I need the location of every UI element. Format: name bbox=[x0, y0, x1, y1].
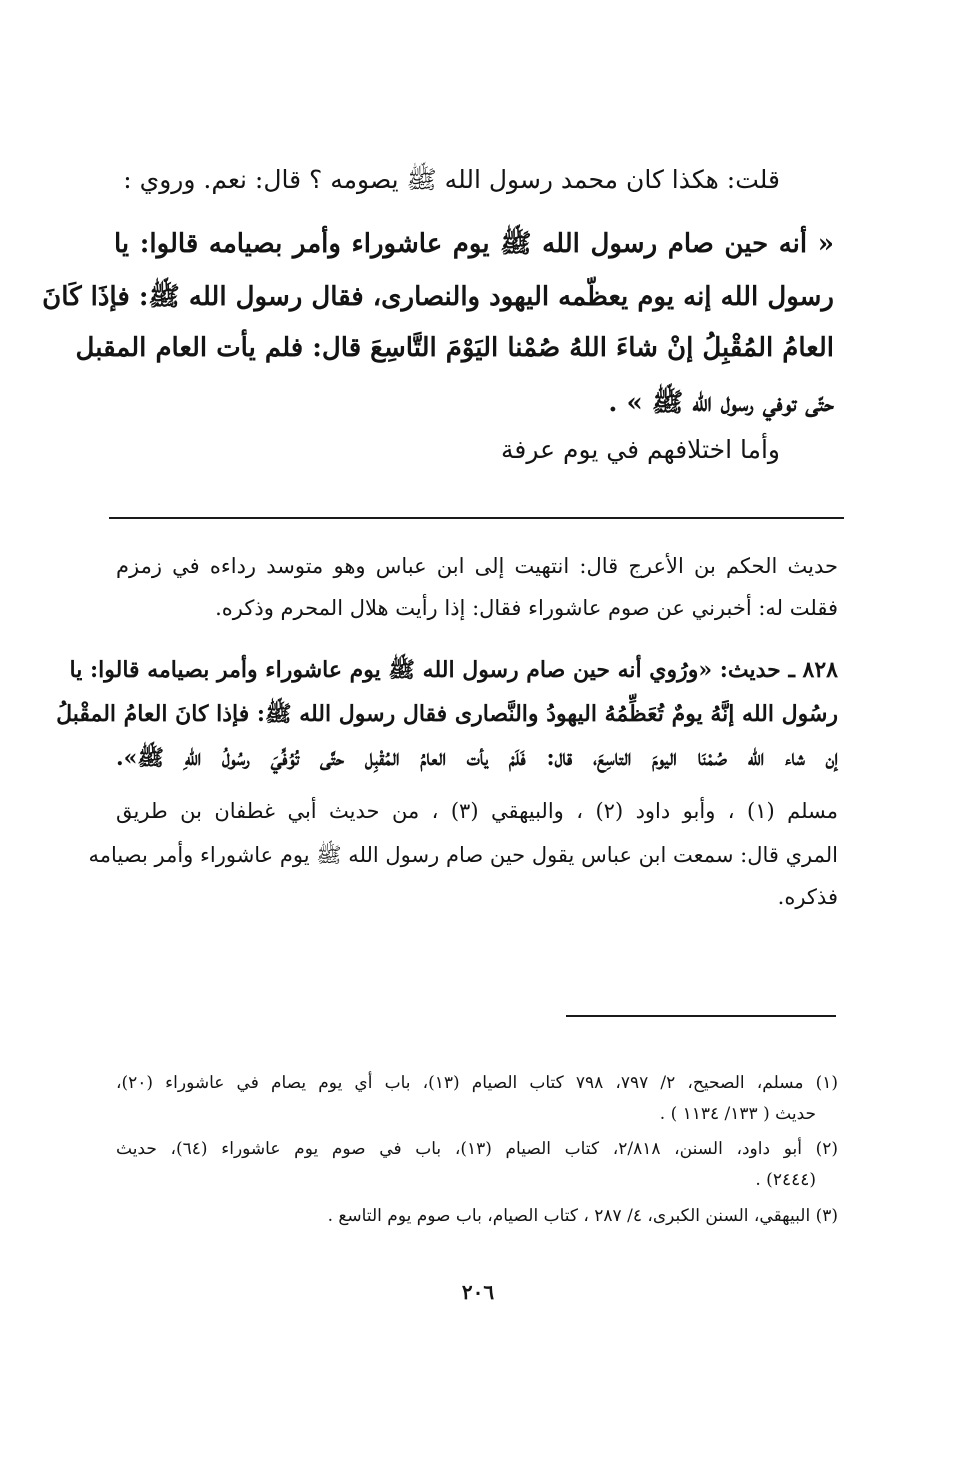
commentary-para3-line1: مسلم (١) ، وأبو داود (٢) ، والبيهقي (٣) ، من حديث أبي غطفان بن طريق bbox=[116, 799, 839, 823]
commentary-para3-line2: المري قال: سمعت ابن عباس يقول حين صام رسول الله ﷺ يوم عاشوراء وأمر بصيامه bbox=[88, 843, 838, 867]
hadith-line-1: « أنه حين صام رسول الله ﷺ يوم عاشوراء وأمر بصيامه قالوا: يا bbox=[114, 229, 834, 259]
commentary-para1-line2: فقلت له: أخبرني عن صوم عاشوراء فقال: إذا رأيت هلال المحرم وذكره. bbox=[215, 596, 838, 620]
main-text-line-1: قلت: هكذا كان محمد رسول الله ﷺ يصومه ؟ قال: نعم. وروي : bbox=[123, 165, 780, 194]
footnote-2-line1: (٢) أبو داود، السنن، ٢/٨١٨، كتاب الصيام (١٣)، باب في صوم يوم عاشوراء (٦٤)، حديث bbox=[116, 1139, 839, 1159]
footnote-2-line2: (٢٤٤٤) . bbox=[755, 1170, 816, 1190]
page-number: ٢٠٦ bbox=[461, 1280, 495, 1304]
hadith-line-4: حتّى توفي رسول الله ﷺ » . bbox=[608, 388, 834, 418]
commentary-hadith-line2: رسُول الله إنَّهُ يومٌ تُعَظِّمُهُ اليهودُ والنَّصارى فقال رسول الله ﷺ: فإذا كانَ العامُ المقْبلُ bbox=[56, 701, 838, 727]
main-text-section-start: وأما اختلافهم في يوم عرفة bbox=[501, 435, 780, 464]
footnote-3: (٣) البيهقي، السنن الكبرى، ٤/ ٢٨٧ ، كتاب الصيام، باب صوم يوم التاسع . bbox=[327, 1206, 838, 1226]
footnote-1-line1: (١) مسلم، الصحيح، ٢/ ٧٩٧، ٧٩٨ كتاب الصيام (١٣)، باب أي يوم يصام في عاشوراء (٢٠)، bbox=[116, 1073, 838, 1093]
commentary-hadith-line3: إن شاء الله صُمْنَا اليومَ التاسِعَ، قال: فَلَمْ يأت العامُ المُقْبِل حتَّى تُوُفِّيَ رسُولُ اللهِ ﷺ». bbox=[116, 745, 838, 771]
commentary-para1-line1: حديث الحكم بن الأعرج قال: انتهيت إلى ابن عباس وهو متوسد رداءه في زمزم bbox=[116, 554, 838, 578]
commentary-separator bbox=[109, 517, 844, 519]
commentary-hadith-line1: ٨٢٨ ـ حديث: «ورُوي أنه حين صام رسول الله ﷺ يوم عاشوراء وأمر بصيامه قالوا: يا bbox=[69, 657, 838, 683]
hadith-line-2: رسول الله إنه يوم يعظّمه اليهود والنصارى، فقال رسول الله ﷺ: فإذَا كَانَ bbox=[42, 282, 834, 312]
footnote-separator bbox=[566, 1015, 836, 1017]
hadith-line-3: العامُ المُقْبِلُ إنْ شاءَ اللهُ صُمْنا اليَوْمَ التَّاسِعَ قال: فلم يأت العام المقبل bbox=[75, 333, 834, 363]
footnote-1-line2: حديث ( ١٣٣/ ١١٣٤ ) . bbox=[659, 1104, 816, 1124]
commentary-para3-line3: فذكره. bbox=[777, 885, 838, 909]
